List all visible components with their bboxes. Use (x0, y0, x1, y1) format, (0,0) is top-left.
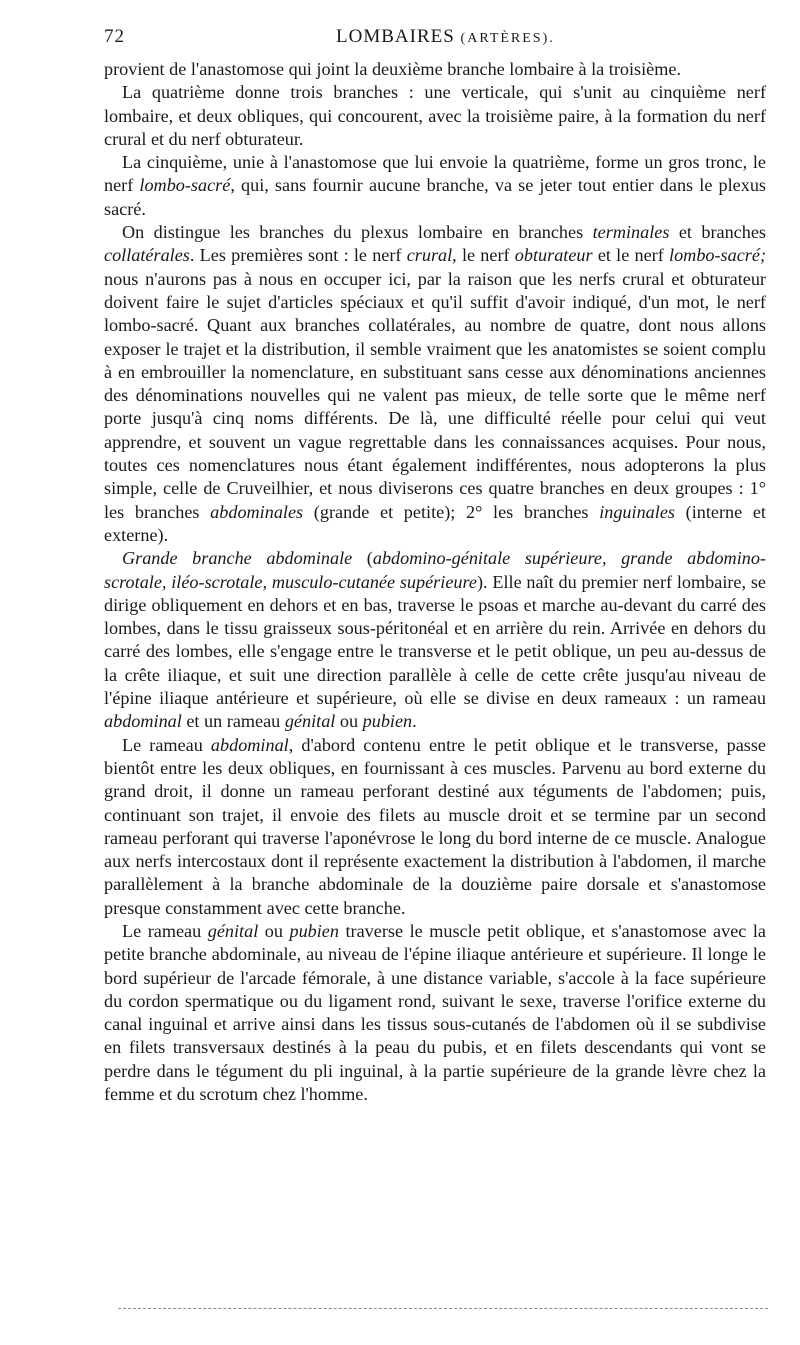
text-run: ou (258, 920, 290, 941)
paragraph (104, 58, 766, 81)
text-run: , qui, sans fournir aucune branche, va se jeter tout entier dans le plexus sacré. (104, 175, 766, 219)
italic-term: abdominales (210, 501, 304, 522)
text-run: On distingue les branches du plexus lombaire en branches (122, 222, 593, 243)
italic-term: pubien (362, 711, 413, 732)
paragraph (104, 547, 766, 733)
italic-term: génital (207, 920, 259, 941)
text-run: , d'abord contenu entre le petit oblique et le transverse, passe bientôt entre les deux obliques, en fournissant à ces muscles. Parvenu au bord externe du grand droit, il donne un rameau perforant destiné aux téguments de l'abdomen; puis, continuant son trajet, il envoie des filets au muscle droit et se termine par un second rameau perforant qui traverse l'aponévrose le long du bord interne de ce muscle. Analogue aux nerfs intercostaux dont il représente exactement la distribution à l'abdomen, il marche parallèlement à la branche abdominale de la douzième paire dorsale et s'anastomose presque constamment avec cette branche. (104, 734, 766, 918)
italic-term: pubien (289, 920, 339, 941)
text-run: nous n'aurons pas à nous en occuper ici, par la raison que les nerfs crural et obturateur doivent faire le sujet d'articles spéciaux et qu'il suffit d'avoir indiqué, d'un mot, le nerf lombo-sacré. Quant aux branches collatérales, au nombre de quatre, dont nous allons exposer le trajet et la distribution, il semble vraiment que les anatomistes se soient complu à en embrouiller la nomenclature, en substituant sans cesse aux dénominations anciennes des dénominations nouvelles qui ne valent pas mieux, de telle sorte que le même nerf porte jusqu'à cinq noms différents. De là, une difficulté réelle pour celui qui veut apprendre, et souvent un vague regrettable dans les connaissances acquises. Pour nous, toutes ces nomenclatures nous étant également indifférentes, nous adopterons la plus simple, celle de Cruveilhier, et nous diviserons ces quatre branches en deux groupes : 1° les branches (104, 268, 766, 522)
italic-term: lombo-sacré (139, 175, 231, 196)
italic-term: obturateur (514, 245, 593, 266)
footer-rule (118, 1308, 768, 1309)
paragraph (104, 81, 766, 151)
text-run: , le nerf (452, 245, 515, 266)
text-run: Le rameau (122, 920, 208, 941)
paragraph (104, 151, 766, 221)
text-run: (interne et externe). (104, 501, 766, 545)
page-header (104, 22, 766, 58)
body-text (104, 58, 766, 1106)
text-run: . Les premières sont : le nerf (189, 245, 407, 266)
paragraph (104, 920, 766, 1106)
italic-term: lombo-sacré; (669, 245, 767, 266)
text-run: ou (335, 711, 363, 732)
page-number: 72 (104, 26, 125, 47)
italic-term: collatérales (104, 245, 190, 266)
italic-term: Grande branche abdominale (122, 548, 353, 569)
text-run: ). Elle naît du premier nerf lombaire, se dirige obliquement en dehors et en bas, traverse le psoas et marche au-devant du carré des lombes, dans le tissu graisseux sous-péritonéal et en arrière du rein. Arrivée en dehors du carré des lombes, elle s'engage entre le transverse et le petit oblique, un peu au-dessus de la crête iliaque, et suit une direction parallèle à celle de cette crête jusqu'au niveau de l'épine iliaque antérieure et supérieure, où elle se divise en deux rameaux : un rameau (104, 571, 766, 709)
text-run: et branches (669, 222, 766, 243)
running-title-main: LOMBAIRES (336, 26, 455, 47)
text-run: (grande et petite); 2° les branches (303, 501, 600, 522)
text-run: provient de l'anastomose qui joint la deuxième branche lombaire à la troisième. (104, 59, 682, 79)
text-run: Le rameau (122, 734, 211, 755)
text-run: La cinquième, unie à l'anastomose que lui envoie la quatrième, forme un gros tronc, le nerf (104, 152, 766, 196)
text-run: . (412, 711, 417, 732)
italic-term: abdominal (104, 711, 182, 732)
text-run: traverse le muscle petit oblique, et s'anastomose avec la petite branche abdominale, au niveau de l'épine iliaque antérieure et supérieure. Il longe le bord supérieur de l'arcade fémorale, à une distance variable, s'accole à la face supérieure du cordon spermatique ou du ligament rond, suivant le sexe, traverse l'orifice externe du canal inguinal et arrive ainsi dans les tissus sous-cutanés de l'abdomen où il se subdivise en filets transversaux destinés à la peau du pubis, et en filets descendants qui vont se perdre dans le tégument du pli inguinal, à la partie supérieure de la grande lèvre chez la femme et du scrotum chez l'homme. (104, 920, 766, 1105)
italic-term: abdomino-génitale supérieure, grande abdomino-scrotale, iléo-scrotale, musculo-cutanée supérieure (104, 548, 766, 592)
running-title (336, 26, 555, 48)
italic-term: abdominal (210, 734, 289, 755)
book-page (104, 22, 766, 1106)
paragraph (104, 221, 766, 547)
text-run: La quatrième donne trois branches : une verticale, qui s'unit au cinquième nerf lombaire, et deux obliques, qui concourent, avec la troisième paire, à la formation du nerf crural et du nerf obturateur. (104, 82, 766, 149)
italic-term: terminales (592, 222, 670, 243)
text-run: et un rameau (181, 711, 285, 732)
italic-term: crural (406, 245, 453, 266)
italic-term: génital (284, 711, 336, 732)
text-run: ( (352, 548, 373, 569)
running-title-sub: (ARTÈRES). (460, 31, 555, 46)
italic-term: inguinales (599, 501, 675, 522)
paragraph (104, 734, 766, 920)
text-run: et le nerf (592, 245, 670, 266)
